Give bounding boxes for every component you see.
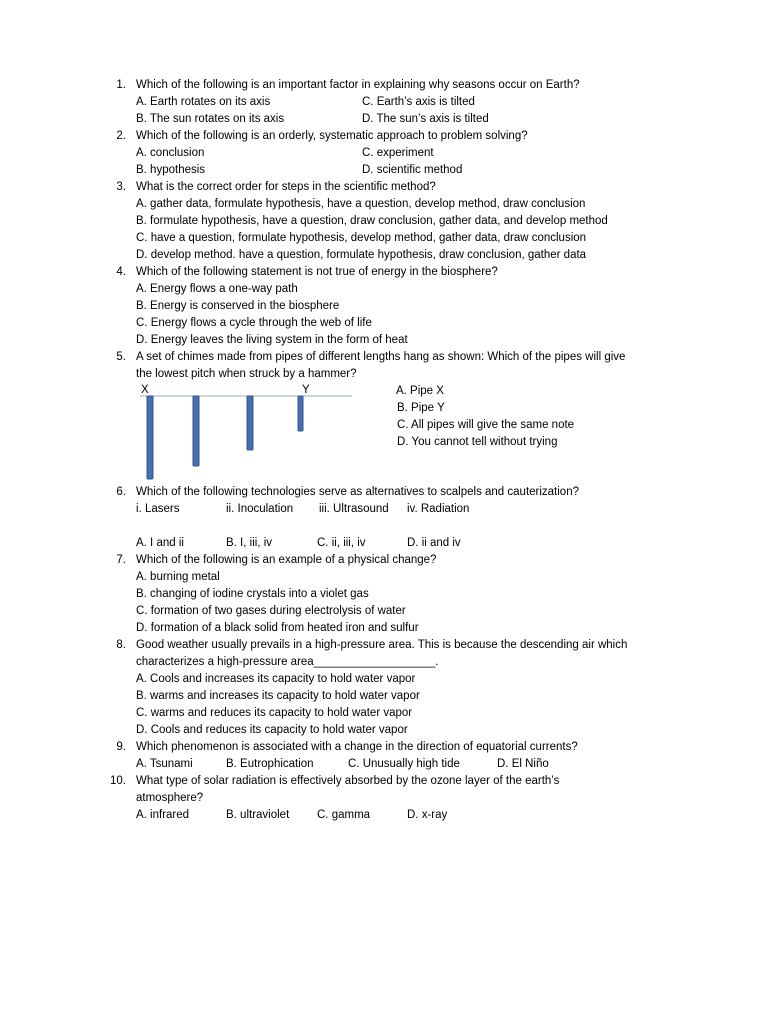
option: D. El Niño [497,758,549,770]
option: A. gather data, formulate hypothesis, have a question, develop method, draw conclusion [136,198,586,210]
option: D. Cools and reduces its capacity to hold water vapor [136,724,408,736]
option: B. Pipe Y [397,402,445,414]
option: C. ii, iii, iv [317,537,366,549]
option: C. warms and reduces its capacity to hold water vapor [136,707,413,719]
option: D. x-ray [407,809,448,821]
option: C. experiment [362,147,434,159]
option: B. warms and increases its capacity to hold water vapor [136,690,420,702]
pipe-y [298,396,303,431]
question-text: Which of the following is an example of a physical change? [136,554,437,566]
option: D. formation of a black solid from heated iron and sulfur [136,622,419,634]
option: C. All pipes will give the same note [397,419,575,431]
option: B. hypothesis [136,164,206,176]
option: A. Pipe X [396,385,444,397]
question-text-continued: atmosphere? [136,792,204,804]
item: ii. Inoculation [226,503,294,515]
option: D. You cannot tell without trying [397,436,558,448]
option: A. burning metal [136,571,220,583]
option: D. ii and iv [407,537,461,549]
item: iv. Radiation [407,503,470,515]
option: B. Eutrophication [226,758,314,770]
option: C. formation of two gases during electrolysis of water [136,605,406,617]
question-text: Which of the following statement is not true of energy in the biosphere? [136,266,498,278]
question-text-continued: characterizes a high-pressure area___________________. [136,656,439,668]
option: D. The sun’s axis is tilted [362,113,489,125]
option: A. infrared [136,809,190,821]
option: A. Cools and increases its capacity to hold water vapor [136,673,416,685]
option: A. conclusion [136,147,205,159]
question-number: 4. [116,266,126,278]
option: A. Earth rotates on its axis [136,96,271,108]
option: B. I, iii, iv [226,537,273,549]
option: C. Earth’s axis is tilted [362,96,475,108]
pipe-3 [247,396,253,450]
question-number: 8. [116,639,126,651]
option: C. gamma [317,809,371,821]
question-text-continued: the lowest pitch when struck by a hammer? [136,368,357,380]
option: B. changing of iodine crystals into a violet gas [136,588,369,600]
question-number: 1. [116,79,126,91]
option: A. Tsunami [136,758,193,770]
option: B. formulate hypothesis, have a question, draw conclusion, gather data, and develop method [136,215,608,227]
question-number: 6. [116,486,126,498]
question-text: A set of chimes made from pipes of different lengths hang as shown: Which of the pipes will give [136,351,626,363]
pipe-y-label: Y [302,384,310,396]
option: B. ultraviolet [226,809,290,821]
option: C. Unusually high tide [348,758,460,770]
question-number: 9. [116,741,126,753]
question-text: Which phenomenon is associated with a change in the direction of equatorial currents? [136,741,578,753]
question-text: What is the correct order for steps in the scientific method? [136,181,436,193]
question-text: Which of the following is an important factor in explaining why seasons occur on Earth? [136,79,580,91]
option: D. scientific method [362,164,463,176]
pipe-x [147,396,153,479]
option: A. I and ii [136,537,184,549]
question-text: What type of solar radiation is effectively absorbed by the ozone layer of the earth’s [136,775,560,787]
question-text: Good weather usually prevails in a high-pressure area. This is because the descending air which [136,639,628,651]
option: D. Energy leaves the living system in the form of heat [136,334,408,346]
item: i. Lasers [136,503,180,515]
item: iii. Ultrasound [319,503,389,515]
option: B. The sun rotates on its axis [136,113,285,125]
option: D. develop method. have a question, formulate hypothesis, draw conclusion, gather data [136,249,587,261]
question-number: 10. [110,775,126,787]
option: B. Energy is conserved in the biosphere [136,300,340,312]
question-text: Which of the following technologies serve as alternatives to scalpels and cauterization? [136,486,579,498]
question-number: 3. [116,181,126,193]
question-number: 5. [116,351,126,363]
question-number: 7. [116,554,126,566]
option: C. Energy flows a cycle through the web of life [136,317,372,329]
option: C. have a question, formulate hypothesis, develop method, gather data, draw conclusion [136,232,587,244]
pipe-x-label: X [141,384,149,396]
question-number: 2. [116,130,126,142]
pipe-2 [193,396,199,466]
option: A. Energy flows a one-way path [136,283,298,295]
question-text: Which of the following is an orderly, systematic approach to problem solving? [136,130,528,142]
